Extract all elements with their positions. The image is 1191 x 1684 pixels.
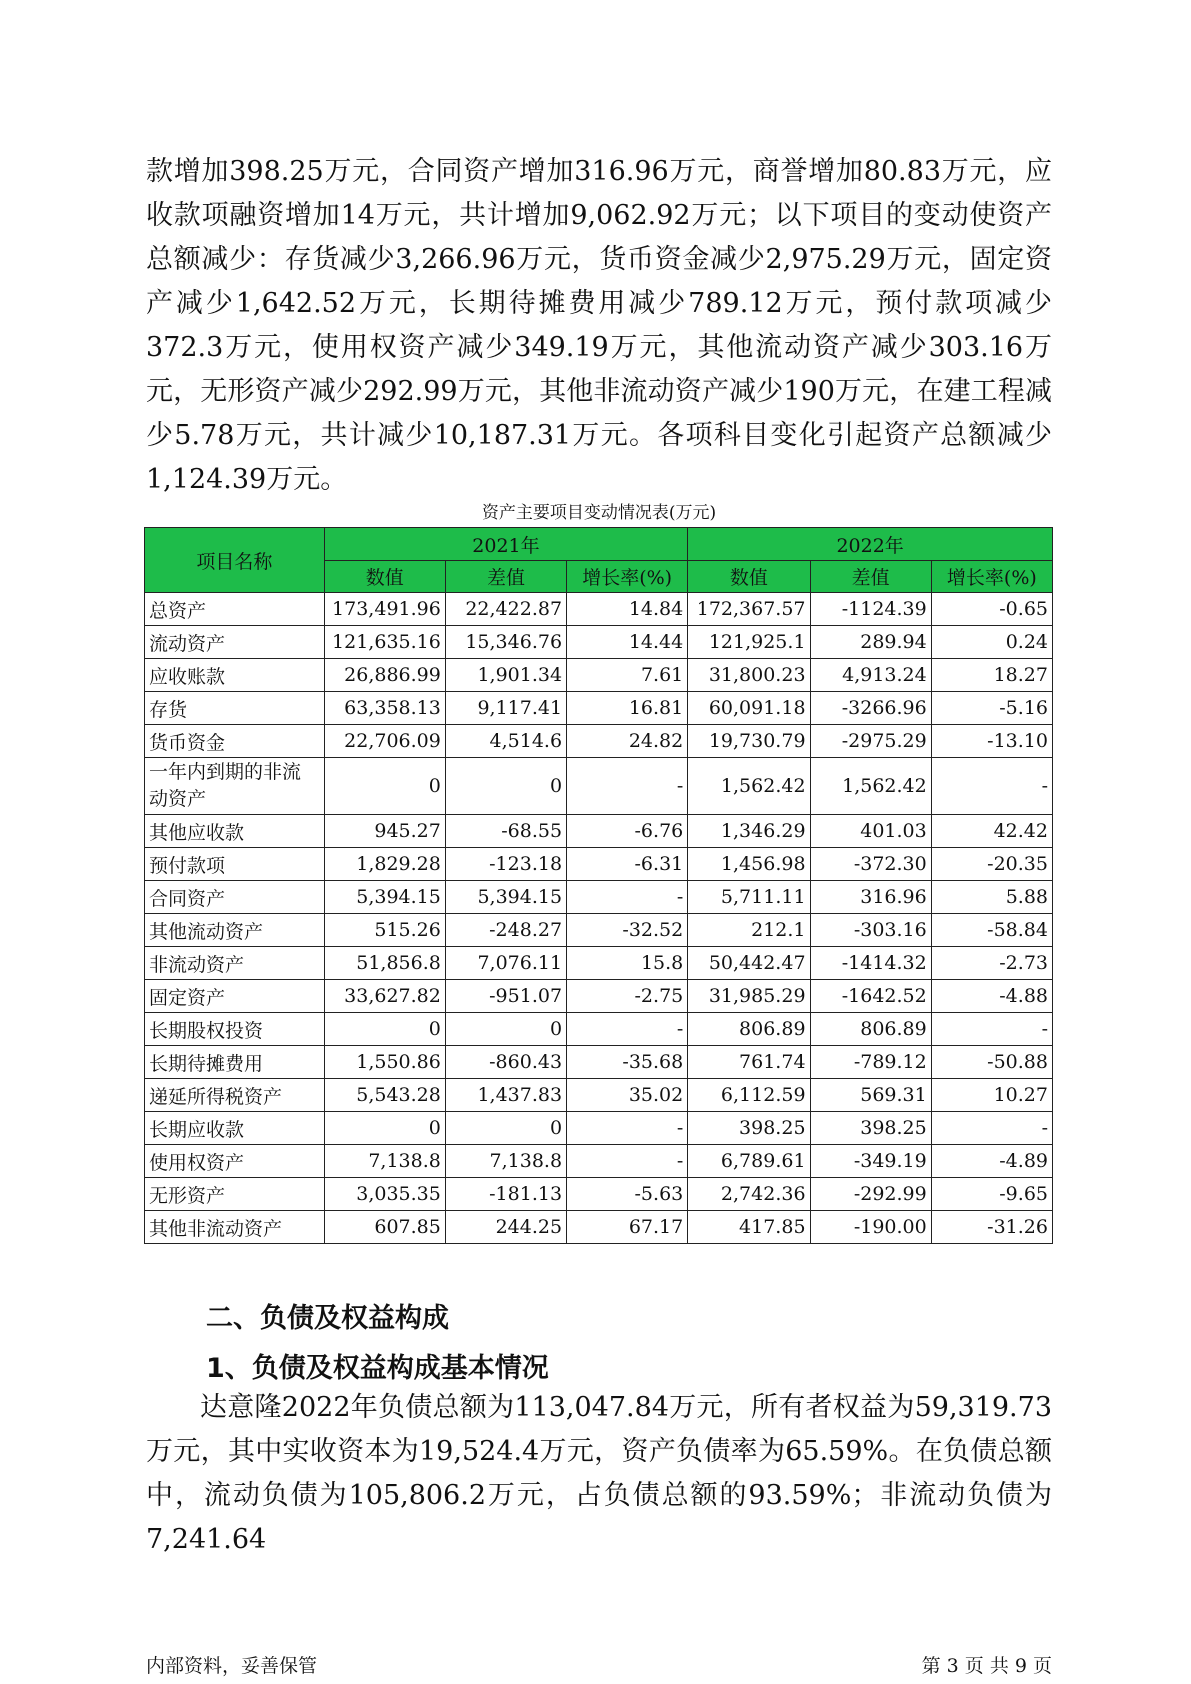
table-row [145,725,1053,758]
cell-2021-value: 173,491.96 [324,593,445,626]
cell-2021-rate: -32.52 [567,914,688,947]
table-row [145,881,1053,914]
cell-2022-rate: - [931,758,1052,815]
cell-2022-rate: -4.88 [931,980,1052,1013]
cell-2021-rate: 14.84 [567,593,688,626]
table-row [145,1211,1053,1244]
cell-2021-rate: -2.75 [567,980,688,1013]
cell-item-name: 货币资金 [145,725,325,758]
cell-2022-value: 19,730.79 [688,725,810,758]
cell-2022-rate: -20.35 [931,848,1052,881]
cell-2021-diff: 5,394.15 [445,881,566,914]
cell-2021-value: 5,394.15 [324,881,445,914]
cell-2022-diff: 398.25 [810,1112,931,1145]
cell-2022-value: 31,985.29 [688,980,810,1013]
cell-2022-diff: -372.30 [810,848,931,881]
cell-2022-value: 121,925.1 [688,626,810,659]
header-value-2022: 数值 [688,561,810,593]
cell-2022-diff: -1414.32 [810,947,931,980]
cell-2022-value: 5,711.11 [688,881,810,914]
cell-2021-diff: -123.18 [445,848,566,881]
cell-item-name: 其他应收款 [145,815,325,848]
header-year-2022: 2022年 [688,528,1053,561]
cell-2022-diff: -789.12 [810,1046,931,1079]
cell-2022-rate: -4.89 [931,1145,1052,1178]
cell-2021-diff: 1,437.83 [445,1079,566,1112]
cell-2021-rate: - [567,1112,688,1145]
asset-change-table [144,527,1053,1244]
table-row [145,1013,1053,1046]
cell-2021-value: 51,856.8 [324,947,445,980]
cell-2021-value: 5,543.28 [324,1079,445,1112]
cell-2021-rate: 16.81 [567,692,688,725]
cell-2021-rate: 24.82 [567,725,688,758]
cell-2022-rate: -31.26 [931,1211,1052,1244]
cell-2021-diff: 0 [445,758,566,815]
cell-2022-value: 1,346.29 [688,815,810,848]
footer-confidential-note: 内部资料，妥善保管 [146,1655,318,1677]
cell-2021-value: 26,886.99 [324,659,445,692]
cell-2021-value: 515.26 [324,914,445,947]
cell-item-name: 递延所得税资产 [145,1079,325,1112]
table-caption: 资产主要项目变动情况表(万元) [481,503,717,523]
cell-item-name: 一年内到期的非流动资产 [145,758,325,815]
cell-2021-rate: 67.17 [567,1211,688,1244]
cell-2021-diff: 1,901.34 [445,659,566,692]
cell-2021-rate: - [567,1145,688,1178]
cell-2021-value: 0 [324,758,445,815]
cell-2021-diff: 7,076.11 [445,947,566,980]
cell-2021-rate: -6.76 [567,815,688,848]
cell-item-name: 长期待摊费用 [145,1046,325,1079]
table-row [145,848,1053,881]
cell-2021-rate: 35.02 [567,1079,688,1112]
cell-2021-value: 1,550.86 [324,1046,445,1079]
cell-2021-value: 7,138.8 [324,1145,445,1178]
cell-2022-rate: -58.84 [931,914,1052,947]
header-diff-2021: 差值 [445,561,566,593]
cell-2021-diff: -181.13 [445,1178,566,1211]
cell-2022-rate: 18.27 [931,659,1052,692]
cell-2022-diff: 569.31 [810,1079,931,1112]
cell-2021-diff: -951.07 [445,980,566,1013]
cell-2021-diff: 0 [445,1112,566,1145]
body-paragraph: 款增加398.25万元，合同资产增加316.96万元，商誉增加80.83万元，应收款项融资增加14万元，共计增加9,062.92万元；以下项目的变动使资产总额减少：存货减少3,266.96万元，货币资金减少2,975.29万元，固定资产减少1,642.52万元，长期待摊费用减少789.12万元，预付款项减少372.3万元，使用权资产减少349.19万元，其他流动资产减少303.16万元，无形资产减少292.99万元，其他非流动资产减少190万元，在建工程减少5.78万元，共计减少10,187.31万元。各项科目变化引起资产总额减少1,124.39万元。 [146,156,1052,495]
cell-item-name: 长期应收款 [145,1112,325,1145]
cell-2022-value: 1,456.98 [688,848,810,881]
cell-2021-diff: -248.27 [445,914,566,947]
cell-2022-diff: 289.94 [810,626,931,659]
cell-item-name: 使用权资产 [145,1145,325,1178]
cell-2022-diff: 4,913.24 [810,659,931,692]
cell-2022-rate: -2.73 [931,947,1052,980]
cell-2022-value: 31,800.23 [688,659,810,692]
cell-2022-value: 1,562.42 [688,758,810,815]
cell-2021-value: 0 [324,1013,445,1046]
cell-2021-diff: 9,117.41 [445,692,566,725]
cell-item-name: 合同资产 [145,881,325,914]
cell-2021-diff: 15,346.76 [445,626,566,659]
cell-2021-rate: -35.68 [567,1046,688,1079]
cell-2022-diff: -349.19 [810,1145,931,1178]
table-row [145,980,1053,1013]
cell-2022-diff: -190.00 [810,1211,931,1244]
header-diff-2022: 差值 [810,561,931,593]
cell-item-name: 流动资产 [145,626,325,659]
cell-2021-rate: -6.31 [567,848,688,881]
cell-2022-diff: 316.96 [810,881,931,914]
table-row [145,758,1053,815]
cell-2021-rate: 15.8 [567,947,688,980]
table-row [145,1145,1053,1178]
cell-item-name: 非流动资产 [145,947,325,980]
table-row [145,692,1053,725]
cell-item-name: 固定资产 [145,980,325,1013]
table-body [145,593,1053,1244]
cell-2022-rate: -0.65 [931,593,1052,626]
cell-2021-value: 945.27 [324,815,445,848]
cell-2021-diff: -68.55 [445,815,566,848]
cell-2021-value: 1,829.28 [324,848,445,881]
cell-2022-value: 212.1 [688,914,810,947]
cell-2022-rate: - [931,1013,1052,1046]
subsection-heading: 1、负债及权益构成基本情况 [206,1353,549,1384]
cell-2022-rate: -5.16 [931,692,1052,725]
cell-2022-diff: -2975.29 [810,725,931,758]
cell-2021-diff: 244.25 [445,1211,566,1244]
cell-2022-rate: 5.88 [931,881,1052,914]
header-rate-2021: 增长率(%) [567,561,688,593]
cell-2021-diff: 0 [445,1013,566,1046]
footer-page-number: 第 3 页 共 9 页 [921,1655,1052,1677]
section-heading: 二、负债及权益构成 [206,1303,449,1334]
table-row [145,815,1053,848]
header-item-name: 项目名称 [145,528,325,593]
table-row [145,1178,1053,1211]
cell-2022-diff: 806.89 [810,1013,931,1046]
cell-2021-value: 33,627.82 [324,980,445,1013]
cell-2021-rate: - [567,758,688,815]
cell-2021-rate: 7.61 [567,659,688,692]
cell-2022-value: 6,789.61 [688,1145,810,1178]
cell-2022-rate: 10.27 [931,1079,1052,1112]
cell-2022-rate: 0.24 [931,626,1052,659]
table-row [145,1112,1053,1145]
cell-2022-diff: -1124.39 [810,593,931,626]
cell-2021-rate: - [567,881,688,914]
cell-item-name: 应收账款 [145,659,325,692]
table-row [145,593,1053,626]
cell-2022-value: 6,112.59 [688,1079,810,1112]
cell-2021-value: 0 [324,1112,445,1145]
cell-2022-diff: 401.03 [810,815,931,848]
cell-item-name: 存货 [145,692,325,725]
cell-2021-rate: - [567,1013,688,1046]
cell-2022-rate: -9.65 [931,1178,1052,1211]
table-row [145,1046,1053,1079]
body-paragraph-2: 达意隆2022年负债总额为113,047.84万元，所有者权益为59,319.73万元，其中实收资本为19,524.4万元，资产负债率为65.59%。在负债总额中，流动负债为105,806.2万元，占负债总额的93.59%；非流动负债为7,241.64 [146,1392,1052,1555]
header-year-2021: 2021年 [324,528,688,561]
cell-2021-diff: 22,422.87 [445,593,566,626]
table-row [145,626,1053,659]
cell-2021-value: 121,635.16 [324,626,445,659]
cell-2021-diff: -860.43 [445,1046,566,1079]
cell-2021-value: 63,358.13 [324,692,445,725]
table-row [145,914,1053,947]
cell-2021-value: 3,035.35 [324,1178,445,1211]
cell-2022-diff: -303.16 [810,914,931,947]
cell-2022-value: 2,742.36 [688,1178,810,1211]
cell-2021-rate: -5.63 [567,1178,688,1211]
cell-item-name: 其他流动资产 [145,914,325,947]
cell-2021-value: 607.85 [324,1211,445,1244]
cell-2021-rate: 14.44 [567,626,688,659]
cell-2022-diff: -292.99 [810,1178,931,1211]
cell-2022-rate: - [931,1112,1052,1145]
cell-2022-value: 50,442.47 [688,947,810,980]
cell-item-name: 其他非流动资产 [145,1211,325,1244]
header-rate-2022: 增长率(%) [931,561,1052,593]
cell-2022-value: 172,367.57 [688,593,810,626]
table-row [145,659,1053,692]
cell-2021-diff: 4,514.6 [445,725,566,758]
cell-2022-diff: 1,562.42 [810,758,931,815]
cell-2022-value: 806.89 [688,1013,810,1046]
table-row [145,947,1053,980]
cell-2022-diff: -1642.52 [810,980,931,1013]
table-row [145,1079,1053,1112]
cell-2022-rate: -13.10 [931,725,1052,758]
cell-2022-value: 761.74 [688,1046,810,1079]
cell-item-name: 长期股权投资 [145,1013,325,1046]
header-value-2021: 数值 [324,561,445,593]
cell-2022-value: 398.25 [688,1112,810,1145]
cell-2022-rate: 42.42 [931,815,1052,848]
cell-item-name: 无形资产 [145,1178,325,1211]
cell-2021-value: 22,706.09 [324,725,445,758]
cell-2021-diff: 7,138.8 [445,1145,566,1178]
cell-item-name: 预付款项 [145,848,325,881]
cell-2022-diff: -3266.96 [810,692,931,725]
cell-2022-value: 60,091.18 [688,692,810,725]
cell-2022-value: 417.85 [688,1211,810,1244]
cell-item-name: 总资产 [145,593,325,626]
cell-2022-rate: -50.88 [931,1046,1052,1079]
